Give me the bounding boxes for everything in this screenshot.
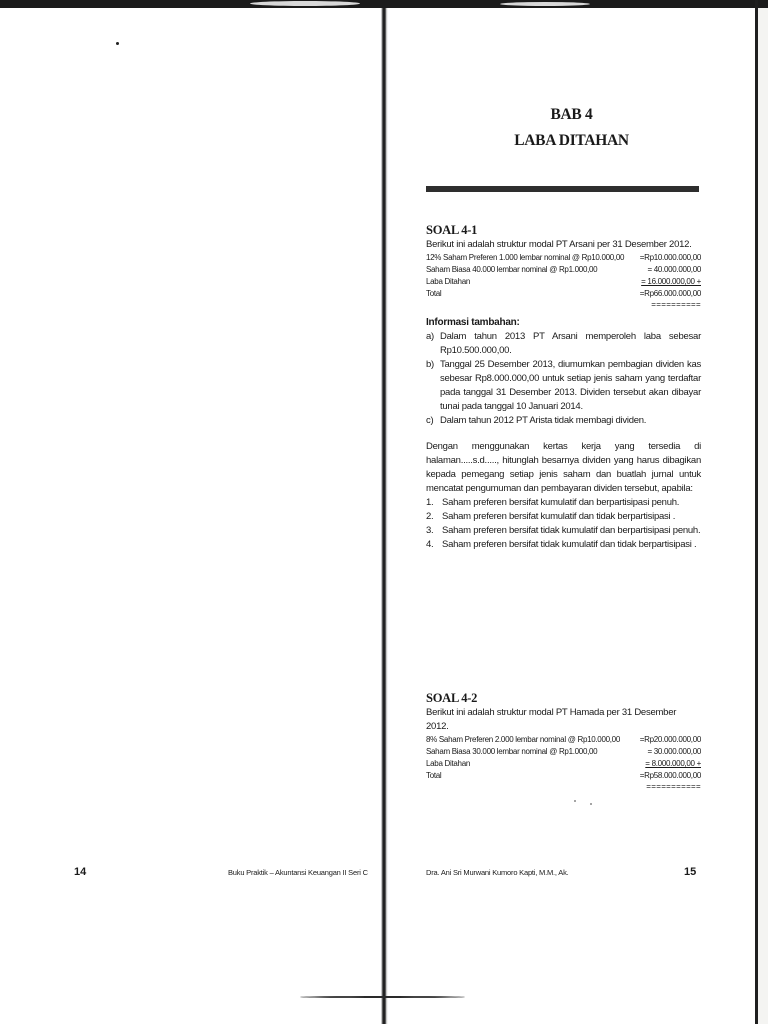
conditions-list [426, 496, 701, 552]
chapter-number: BAB 4 [550, 106, 593, 123]
scan-glare [250, 1, 360, 6]
list-text: Saham preferen bersifat kumulatif dan berpartisipasi penuh. [442, 497, 680, 508]
list-text: Saham preferen bersifat tidak kumulatif dan berpartisipasi penuh. [442, 525, 701, 536]
scan-speck [116, 42, 119, 45]
row-value: = 30.000.000,00 [647, 747, 701, 756]
soal-4-2-title: SOAL 4-2 [426, 691, 478, 705]
row-label: Saham Biasa 30.000 lembar nominal @ Rp1.000,00 [426, 747, 598, 756]
table-row [426, 276, 701, 288]
list-label: 4. [426, 539, 434, 550]
left-page-footer: Buku Praktik – Akuntansi Keuangan II Seri C [228, 868, 368, 877]
chapter-title: LABA DITAHAN [514, 132, 629, 149]
list-text: Saham preferen bersifat kumulatif dan tidak berpartisipasi . [442, 511, 676, 522]
table-row [426, 758, 701, 770]
row-value: =Rp10.000.000,00 [639, 253, 701, 262]
scan-bottom-mark [300, 996, 465, 998]
list-item [426, 510, 701, 524]
table-row [426, 734, 701, 746]
soal-4-2-intro: Berikut ini adalah struktur modal PT Hamada per 31 Desember 2012. [426, 707, 677, 732]
list-text: Dalam tahun 2012 PT Arista tidak membagi dividen. [440, 415, 647, 426]
row-value: =Rp66.000.000,00 [639, 289, 701, 298]
list-label: a) [426, 331, 434, 342]
left-page-number: 14 [74, 866, 87, 878]
instruction-paragraph: Dengan menggunakan kertas kerja yang tersedia di halaman.....s.d....., hitunglah besarnya dividen yang harus dibagikan kepada pemegang setiap jenis saham dan buatlah jurnal untuk mencatat pengumuman dan pembayaran dividen tersebut, apabila: [426, 441, 701, 494]
book-spine [381, 8, 387, 1024]
table-row [426, 252, 701, 264]
list-item [426, 538, 701, 552]
table-row [426, 770, 701, 782]
list-label: 2. [426, 511, 434, 522]
list-text: Saham preferen bersifat tidak kumulatif dan tidak berpartisipasi . [442, 539, 697, 550]
double-underline: =========== [646, 782, 701, 791]
row-value: = 8.000.000,00 + [645, 759, 701, 768]
soal-4-2-section [426, 690, 701, 792]
table-row [426, 746, 701, 758]
row-label: 8% Saham Preferen 2.000 lembar nominal @ Rp10.000,00 [426, 735, 620, 744]
table-row [426, 264, 701, 276]
row-label: Laba Ditahan [426, 277, 470, 286]
capital-structure-table [426, 252, 701, 300]
list-label: 1. [426, 497, 434, 508]
list-label: c) [426, 415, 434, 426]
scan-speck [574, 800, 576, 802]
row-value: =Rp20.000.000,00 [639, 735, 701, 744]
scan-top-border [0, 0, 768, 8]
capital-structure-table [426, 734, 701, 782]
row-label: Total [426, 771, 442, 780]
list-label: b) [426, 359, 434, 370]
right-page-number: 15 [684, 866, 697, 878]
scan-right-border [755, 0, 758, 1024]
row-value: =Rp58.000.000,00 [639, 771, 701, 780]
row-label: 12% Saham Preferen 1.000 lembar nominal @ Rp10.000,00 [426, 253, 625, 262]
row-value: = 16.000.000,00 + [641, 277, 701, 286]
info-heading: Informasi tambahan: [426, 317, 520, 328]
row-value: = 40.000.000,00 [647, 265, 701, 274]
soal-4-1-title: SOAL 4-1 [426, 223, 478, 237]
list-text: Tanggal 25 Desember 2013, diumumkan pembagian dividen kas sebesar Rp8.000.000,00 untuk setiap jenis saham yang terdaftar pada tanggal 31 Desember 2013. Dividen tersebut akan dibayar tunai pada tanggal 10 Januari 2014. [440, 359, 701, 412]
soal-4-1-intro: Berikut ini adalah struktur modal PT Arsani per 31 Desember 2012. [426, 239, 692, 250]
row-label: Laba Ditahan [426, 759, 470, 768]
chapter-rule [426, 186, 699, 192]
row-label: Total [426, 289, 442, 298]
soal-4-1-section [426, 222, 701, 552]
row-label: Saham Biasa 40.000 lembar nominal @ Rp1.000,00 [426, 265, 598, 274]
list-item [426, 496, 701, 510]
right-page-footer: Dra. Ani Sri Murwani Kumoro Kapti, M.M., Ak. [426, 868, 569, 877]
scan-glare [500, 2, 590, 6]
list-item [426, 358, 701, 414]
list-item [426, 330, 701, 358]
list-label: 3. [426, 525, 434, 536]
info-list [426, 330, 701, 428]
list-text: Dalam tahun 2013 PT Arsani memperoleh laba sebesar Rp10.500.000,00. [440, 331, 701, 356]
double-underline: ========== [651, 300, 701, 309]
table-row [426, 288, 701, 300]
list-item [426, 414, 701, 428]
list-item [426, 524, 701, 538]
scan-speck [590, 803, 592, 805]
